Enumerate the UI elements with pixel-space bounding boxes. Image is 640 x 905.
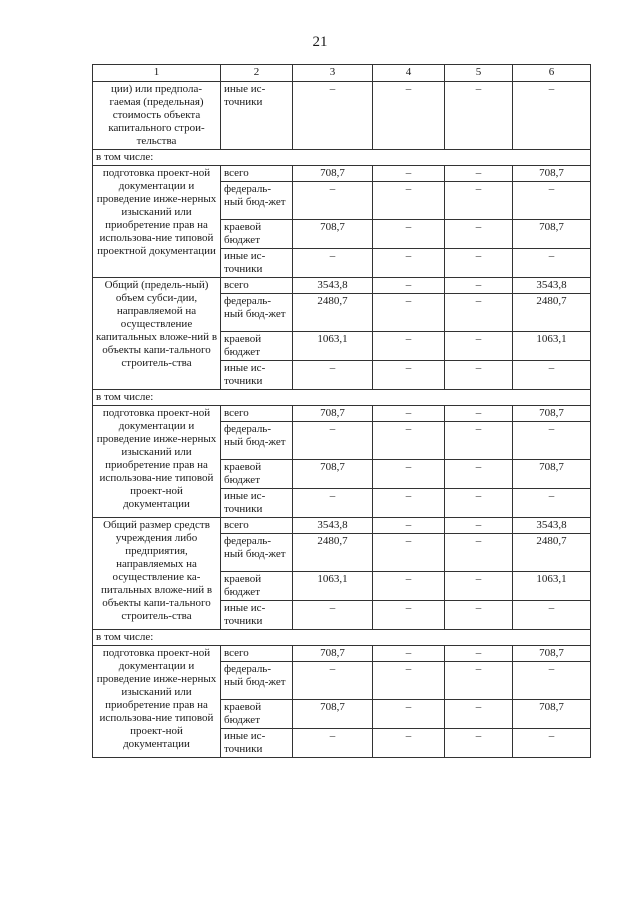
value-cell: – [445, 422, 513, 460]
value-cell: – [373, 662, 445, 700]
table-header-row [93, 65, 591, 82]
row-label: Общий (предель-ный) объем субси-дии, направляемой на осуществление капитальных вложе-ний в объекты капи-тального строитель-ства [93, 278, 221, 390]
funding-source: всего [221, 518, 293, 534]
value-cell: – [373, 361, 445, 390]
value-cell: – [373, 700, 445, 729]
value-cell: 1063,1 [513, 572, 591, 601]
funding-source: всего [221, 278, 293, 294]
value-cell: 1063,1 [293, 572, 373, 601]
value-cell: – [513, 249, 591, 278]
value-cell: – [373, 332, 445, 361]
subhead-label: в том числе: [93, 150, 591, 166]
value-cell: – [373, 182, 445, 220]
funding-source: иные ис-точники [221, 601, 293, 630]
funding-source: краевой бюджет [221, 572, 293, 601]
value-cell: – [293, 489, 373, 518]
column-header-5: 5 [445, 65, 513, 82]
funding-source: иные ис-точники [221, 489, 293, 518]
value-cell: – [445, 662, 513, 700]
column-header-2: 2 [221, 65, 293, 82]
value-cell: – [293, 82, 373, 150]
budget-table [92, 64, 591, 758]
value-cell: – [293, 182, 373, 220]
value-cell: – [373, 572, 445, 601]
row-label: Общий размер средств учреждения либо предприятия, направляемых на осуществление ка-питальных вложе-ний в объекты капи-тального строитель-ства [93, 518, 221, 630]
value-cell: – [513, 361, 591, 390]
table-row [93, 82, 591, 150]
value-cell: 708,7 [513, 220, 591, 249]
page-number: 21 [312, 34, 328, 50]
value-cell: – [513, 82, 591, 150]
value-cell: 3543,8 [513, 278, 591, 294]
column-header-6: 6 [513, 65, 591, 82]
value-cell: – [293, 361, 373, 390]
value-cell: – [373, 460, 445, 489]
funding-source: всего [221, 406, 293, 422]
value-cell: – [445, 700, 513, 729]
value-cell: – [445, 361, 513, 390]
value-cell: – [445, 518, 513, 534]
value-cell: – [445, 220, 513, 249]
subhead-row [93, 390, 591, 406]
funding-source: федераль-ный бюд-жет [221, 662, 293, 700]
funding-source: краевой бюджет [221, 220, 293, 249]
funding-source: краевой бюджет [221, 460, 293, 489]
value-cell: – [445, 294, 513, 332]
value-cell: – [445, 406, 513, 422]
funding-source: федераль-ный бюд-жет [221, 294, 293, 332]
value-cell: 708,7 [293, 700, 373, 729]
row-label: ции) или предпола-гаемая (предельная) стоимость объекта капитального строи-тельства [93, 82, 221, 150]
funding-source: федераль-ный бюд-жет [221, 182, 293, 220]
value-cell: 708,7 [513, 646, 591, 662]
table-row [93, 518, 591, 534]
row-label: подготовка проект-ной документации и проведение инже-нерных изысканий или приобретение прав на использова-ние типовой проектной документации [93, 166, 221, 278]
value-cell: – [373, 729, 445, 758]
value-cell: – [445, 82, 513, 150]
value-cell: – [373, 220, 445, 249]
value-cell: 708,7 [293, 406, 373, 422]
funding-source: федераль-ный бюд-жет [221, 534, 293, 572]
funding-source: иные ис-точники [221, 82, 293, 150]
value-cell: – [513, 729, 591, 758]
value-cell: 708,7 [293, 646, 373, 662]
value-cell: – [445, 489, 513, 518]
value-cell: 1063,1 [293, 332, 373, 361]
value-cell: – [513, 422, 591, 460]
value-cell: – [513, 489, 591, 518]
value-cell: 2480,7 [293, 294, 373, 332]
subhead-label: в том числе: [93, 390, 591, 406]
value-cell: 3543,8 [293, 518, 373, 534]
row-label: подготовка проект-ной документации и проведение инже-нерных изысканий или приобретение прав на использова-ние типовой проект-ной документации [93, 406, 221, 518]
value-cell: – [293, 422, 373, 460]
value-cell: – [373, 518, 445, 534]
value-cell: – [373, 294, 445, 332]
value-cell: – [373, 646, 445, 662]
value-cell: – [373, 601, 445, 630]
value-cell: – [373, 166, 445, 182]
subhead-label: в том числе: [93, 630, 591, 646]
funding-source: краевой бюджет [221, 332, 293, 361]
value-cell: – [373, 489, 445, 518]
value-cell: – [513, 601, 591, 630]
value-cell: – [445, 249, 513, 278]
subhead-row [93, 630, 591, 646]
value-cell: 708,7 [513, 460, 591, 489]
value-cell: – [373, 406, 445, 422]
value-cell: – [373, 278, 445, 294]
value-cell: 2480,7 [513, 534, 591, 572]
value-cell: 2480,7 [513, 294, 591, 332]
value-cell: – [445, 534, 513, 572]
value-cell: 708,7 [513, 406, 591, 422]
value-cell: – [293, 662, 373, 700]
value-cell: – [445, 166, 513, 182]
value-cell: – [513, 182, 591, 220]
value-cell: 708,7 [513, 166, 591, 182]
funding-source: иные ис-точники [221, 249, 293, 278]
value-cell: – [445, 278, 513, 294]
column-header-4: 4 [373, 65, 445, 82]
value-cell: – [293, 729, 373, 758]
value-cell: – [293, 601, 373, 630]
funding-source: федераль-ный бюд-жет [221, 422, 293, 460]
value-cell: – [445, 646, 513, 662]
value-cell: – [373, 422, 445, 460]
value-cell: 708,7 [293, 220, 373, 249]
column-header-3: 3 [293, 65, 373, 82]
value-cell: – [513, 662, 591, 700]
value-cell: 1063,1 [513, 332, 591, 361]
funding-source: краевой бюджет [221, 700, 293, 729]
value-cell: – [445, 572, 513, 601]
subhead-row [93, 150, 591, 166]
funding-source: всего [221, 166, 293, 182]
value-cell: 708,7 [293, 166, 373, 182]
column-header-1: 1 [93, 65, 221, 82]
value-cell: – [293, 249, 373, 278]
funding-source: иные ис-точники [221, 729, 293, 758]
table-row [93, 646, 591, 662]
value-cell: – [445, 460, 513, 489]
table-row [93, 278, 591, 294]
value-cell: 3543,8 [293, 278, 373, 294]
value-cell: – [373, 249, 445, 278]
value-cell: – [445, 729, 513, 758]
table-row [93, 406, 591, 422]
value-cell: 2480,7 [293, 534, 373, 572]
value-cell: – [445, 601, 513, 630]
value-cell: – [373, 82, 445, 150]
value-cell: 3543,8 [513, 518, 591, 534]
funding-source: всего [221, 646, 293, 662]
funding-source: иные ис-точники [221, 361, 293, 390]
value-cell: – [373, 534, 445, 572]
value-cell: – [445, 182, 513, 220]
value-cell: 708,7 [293, 460, 373, 489]
value-cell: – [445, 332, 513, 361]
value-cell: 708,7 [513, 700, 591, 729]
table-row [93, 166, 591, 182]
row-label: подготовка проект-ной документации и проведение инже-нерных изысканий или приобретение прав на использова-ние типовой проект-ной документации [93, 646, 221, 758]
